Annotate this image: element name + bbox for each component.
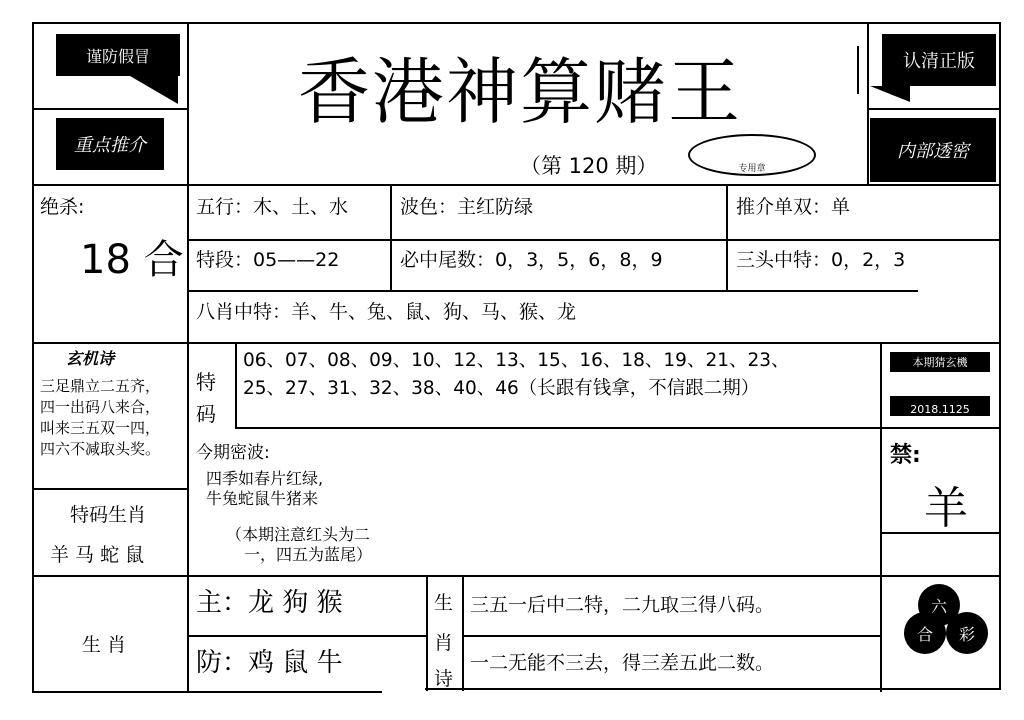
poem-title: 玄机诗 — [66, 349, 115, 368]
tail-numbers: 必中尾数：0，3，5，6，8，9 — [400, 249, 663, 271]
border — [32, 691, 382, 693]
mibo-title: 今期密波: — [196, 443, 270, 463]
border — [857, 46, 859, 94]
zodiac-poem-line: 一二无能不三去，得三差五此二数。 — [470, 652, 775, 674]
logo-circle: 彩 — [946, 612, 988, 654]
tema-numbers-1: 06、07、08、09、10、12、13、15、16、18、19、21、23、 — [243, 350, 790, 371]
poem-lines — [40, 376, 160, 460]
border — [188, 239, 1000, 241]
mibo-note: （本期注意红头为二 — [226, 525, 371, 544]
special-range: 特段：05——22 — [196, 249, 340, 271]
xuanji-code: 2018.1125 — [890, 396, 990, 416]
border — [32, 488, 188, 490]
zodiac-poem-label: 肖 — [434, 632, 454, 654]
zodiac-poem-line: 三五一后中二特，二九取三得八码。 — [470, 594, 775, 616]
border — [462, 635, 882, 637]
tema-numbers-2: 25、27、31、32、38、40、46（长跟有钱拿，不信跟二期） — [243, 378, 760, 399]
poem-line: 四一出码八来合， — [40, 398, 161, 416]
ban-value: 羊 — [924, 483, 968, 534]
seal-text: 专用章 — [738, 164, 766, 174]
border — [462, 575, 464, 691]
mibo-note: 一，四五为蓝尾） — [244, 545, 373, 564]
border — [426, 575, 428, 691]
zodiac-main: 主：龙 狗 猴 — [196, 588, 343, 618]
border — [999, 22, 1001, 690]
border — [867, 108, 1000, 110]
badge-insider: 内部透密 — [870, 118, 996, 182]
wave-color: 波色：主红防绿 — [400, 196, 534, 218]
border — [235, 342, 237, 428]
poem-line: 叫来三五双一四， — [40, 419, 161, 437]
border — [726, 184, 728, 290]
tema-zodiac-value: 羊 马 蛇 鼠 — [50, 544, 145, 566]
border — [32, 22, 862, 24]
border — [862, 22, 1000, 24]
border — [188, 635, 428, 637]
kill-value: 18 合 — [80, 237, 184, 283]
border — [32, 342, 1000, 344]
tema-label: 码 — [196, 402, 216, 426]
ban-label: 禁: — [890, 443, 921, 468]
poem-line: 四六不减取头奖。 — [40, 440, 161, 458]
border — [32, 184, 1000, 186]
border — [188, 290, 918, 292]
three-heads: 三头中特：0，2，3 — [736, 249, 906, 271]
border — [32, 108, 188, 110]
zodiac-poem-label: 生 — [434, 592, 454, 614]
tema-zodiac-label: 特码生肖 — [70, 504, 147, 526]
kill-label: 绝杀: — [40, 196, 85, 218]
border — [32, 22, 34, 693]
border — [880, 342, 882, 692]
badge-genuine: 认清正版 — [882, 34, 996, 86]
tema-label: 特 — [196, 370, 216, 394]
border — [235, 427, 1000, 429]
xuanji-label: 本期猜玄機 — [890, 352, 990, 372]
mibo-line: 牛兔蛇鼠牛猪来 — [206, 489, 319, 508]
wuxing: 五行：木、土、水 — [196, 196, 349, 218]
border — [187, 22, 189, 693]
page-title: 香港神算赌王 — [298, 50, 743, 134]
border — [867, 22, 869, 186]
issue-number: （第 120 期） — [520, 154, 658, 178]
zodiac-poem-label: 诗 — [434, 668, 454, 690]
eight-zodiacs: 八肖中特：羊、牛、兔、鼠、狗、马、猴、龙 — [196, 301, 577, 323]
seal-stamp — [688, 134, 816, 176]
border — [425, 688, 1000, 690]
logo-circle: 六 — [918, 584, 960, 626]
logo-circle: 合 — [904, 612, 946, 654]
speech-tail-icon — [130, 76, 178, 104]
border — [32, 575, 1000, 577]
mibo-line: 四季如春片红绿, — [206, 469, 324, 488]
badge-recommend: 重点推介 — [56, 118, 164, 170]
poem-line: 三足鼎立二五齐， — [40, 377, 161, 395]
zodiac-guard: 防：鸡 鼠 牛 — [196, 648, 343, 678]
speech-tail-icon — [870, 86, 910, 102]
odd-even: 推介单双：单 — [736, 196, 851, 218]
border — [390, 184, 392, 290]
zodiac-label: 生 肖 — [82, 634, 127, 656]
badge-beware-fake: 谨防假冒 — [56, 34, 180, 76]
